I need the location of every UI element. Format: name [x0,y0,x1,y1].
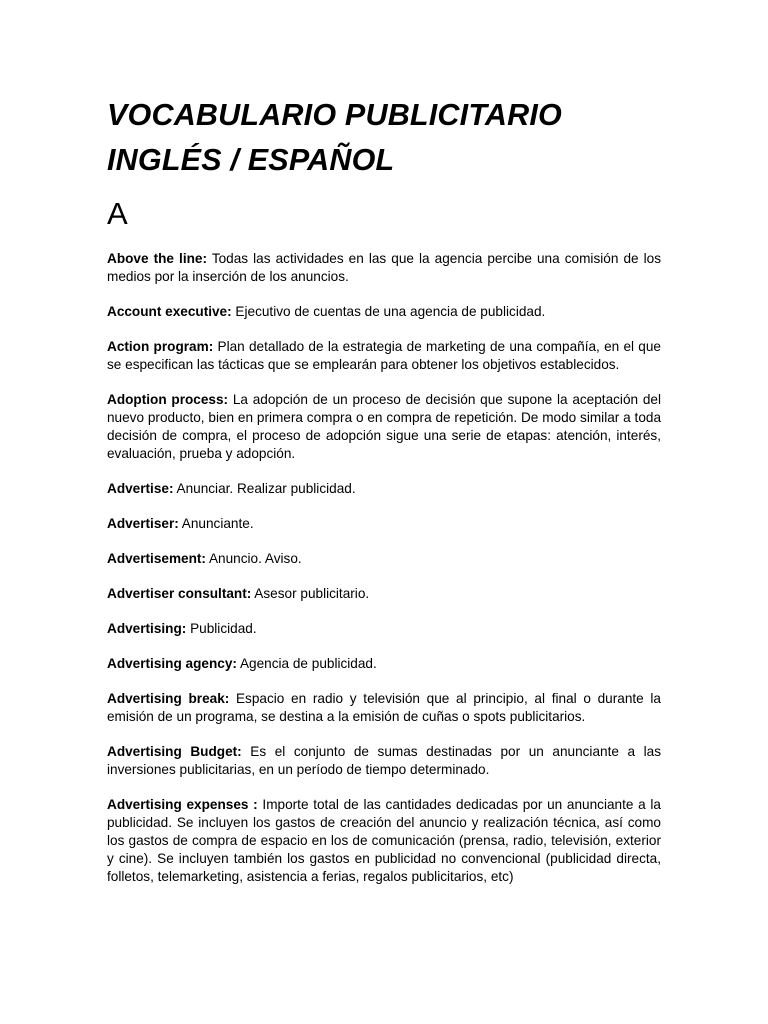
entry-definition: Todas las actividades en las que la agencia percibe una comisión de los medios por la inserción de los anuncios. [107,251,662,284]
glossary-entry [107,303,661,321]
glossary-entry [107,796,661,886]
entry-definition: Anuncio. Aviso. [205,551,302,566]
entry-definition: La adopción de un proceso de decisión que supone la aceptación del nuevo producto, bien en primera compra o en compra de repetición. De modo similar a toda decisión de compra, el proceso de adopción sigue una serie de etapas: atención, interés, evaluación, prueba y adopción. [107,392,661,461]
entry-term: Action program: [107,339,214,354]
entry-term: Advertiser consultant: [107,586,252,601]
entry-definition: Importe total de las cantidades dedicadas por un anunciante a la publicidad. Se incluyen los gastos de creación del anuncio y realización técnica, así como los gastos de compra de espacio en los de comunicación (prensa, radio, televisión, exterior y cine). Se incluyen también los gastos en publicidad no convencional (publicidad directa, folletos, telemarketing, asistencia a ferias, regalos publicitarios, etc) [107,797,661,884]
entry-term: Advertiser: [107,516,179,531]
glossary-entry [107,550,661,568]
entry-term: Advertising Budget: [107,744,242,759]
entry-term: Advertising break: [107,691,230,706]
entry-definition: Agencia de publicidad. [236,656,377,671]
entry-definition: Espacio en radio y televisión que al principio, al final o durante la emisión de un programa, se destina a la emisión de cuñas o spots publicitarios. [107,691,661,724]
glossary-entry [107,620,661,638]
glossary-entry [107,338,661,374]
entry-definition: Plan detallado de la estrategia de marketing de una compañía, en el que se especifican las tácticas que se emplearán para obtener los objetivos establecidos. [107,339,661,372]
entry-term: Advertise: [107,481,174,496]
glossary-entry [107,515,661,533]
section-letter: A [107,196,128,231]
title-line-1: VOCABULARIO PUBLICITARIO [107,98,562,132]
glossary-entry [107,391,661,463]
glossary-entry [107,250,661,286]
glossary-entry [107,480,661,498]
glossary-entries [107,250,661,903]
entry-definition: Es el conjunto de sumas destinadas por un anunciante a las inversiones publicitarias, en un período de tiempo determinado. [107,744,661,777]
entry-term: Advertising agency: [107,656,237,671]
entry-term: Advertisement: [107,551,206,566]
entry-term: Account executive: [107,304,232,319]
entry-definition: Asesor publicitario. [251,586,370,601]
glossary-entry [107,690,661,726]
entry-term: Adoption process: [107,392,229,407]
entry-definition: Ejecutivo de cuentas de una agencia de publicidad. [231,304,546,319]
document-title [107,93,667,183]
entry-term: Advertising expenses : [107,797,258,812]
glossary-entry [107,585,661,603]
entry-term: Above the line: [107,251,208,266]
entry-definition: Publicidad. [186,621,257,636]
entry-term: Advertising: [107,621,187,636]
title-line-2: INGLÉS / ESPAÑOL [107,143,395,177]
entry-definition: Anunciar. Realizar publicidad. [173,481,356,496]
glossary-entry [107,655,661,673]
glossary-entry [107,743,661,779]
entry-definition: Anunciante. [178,516,254,531]
